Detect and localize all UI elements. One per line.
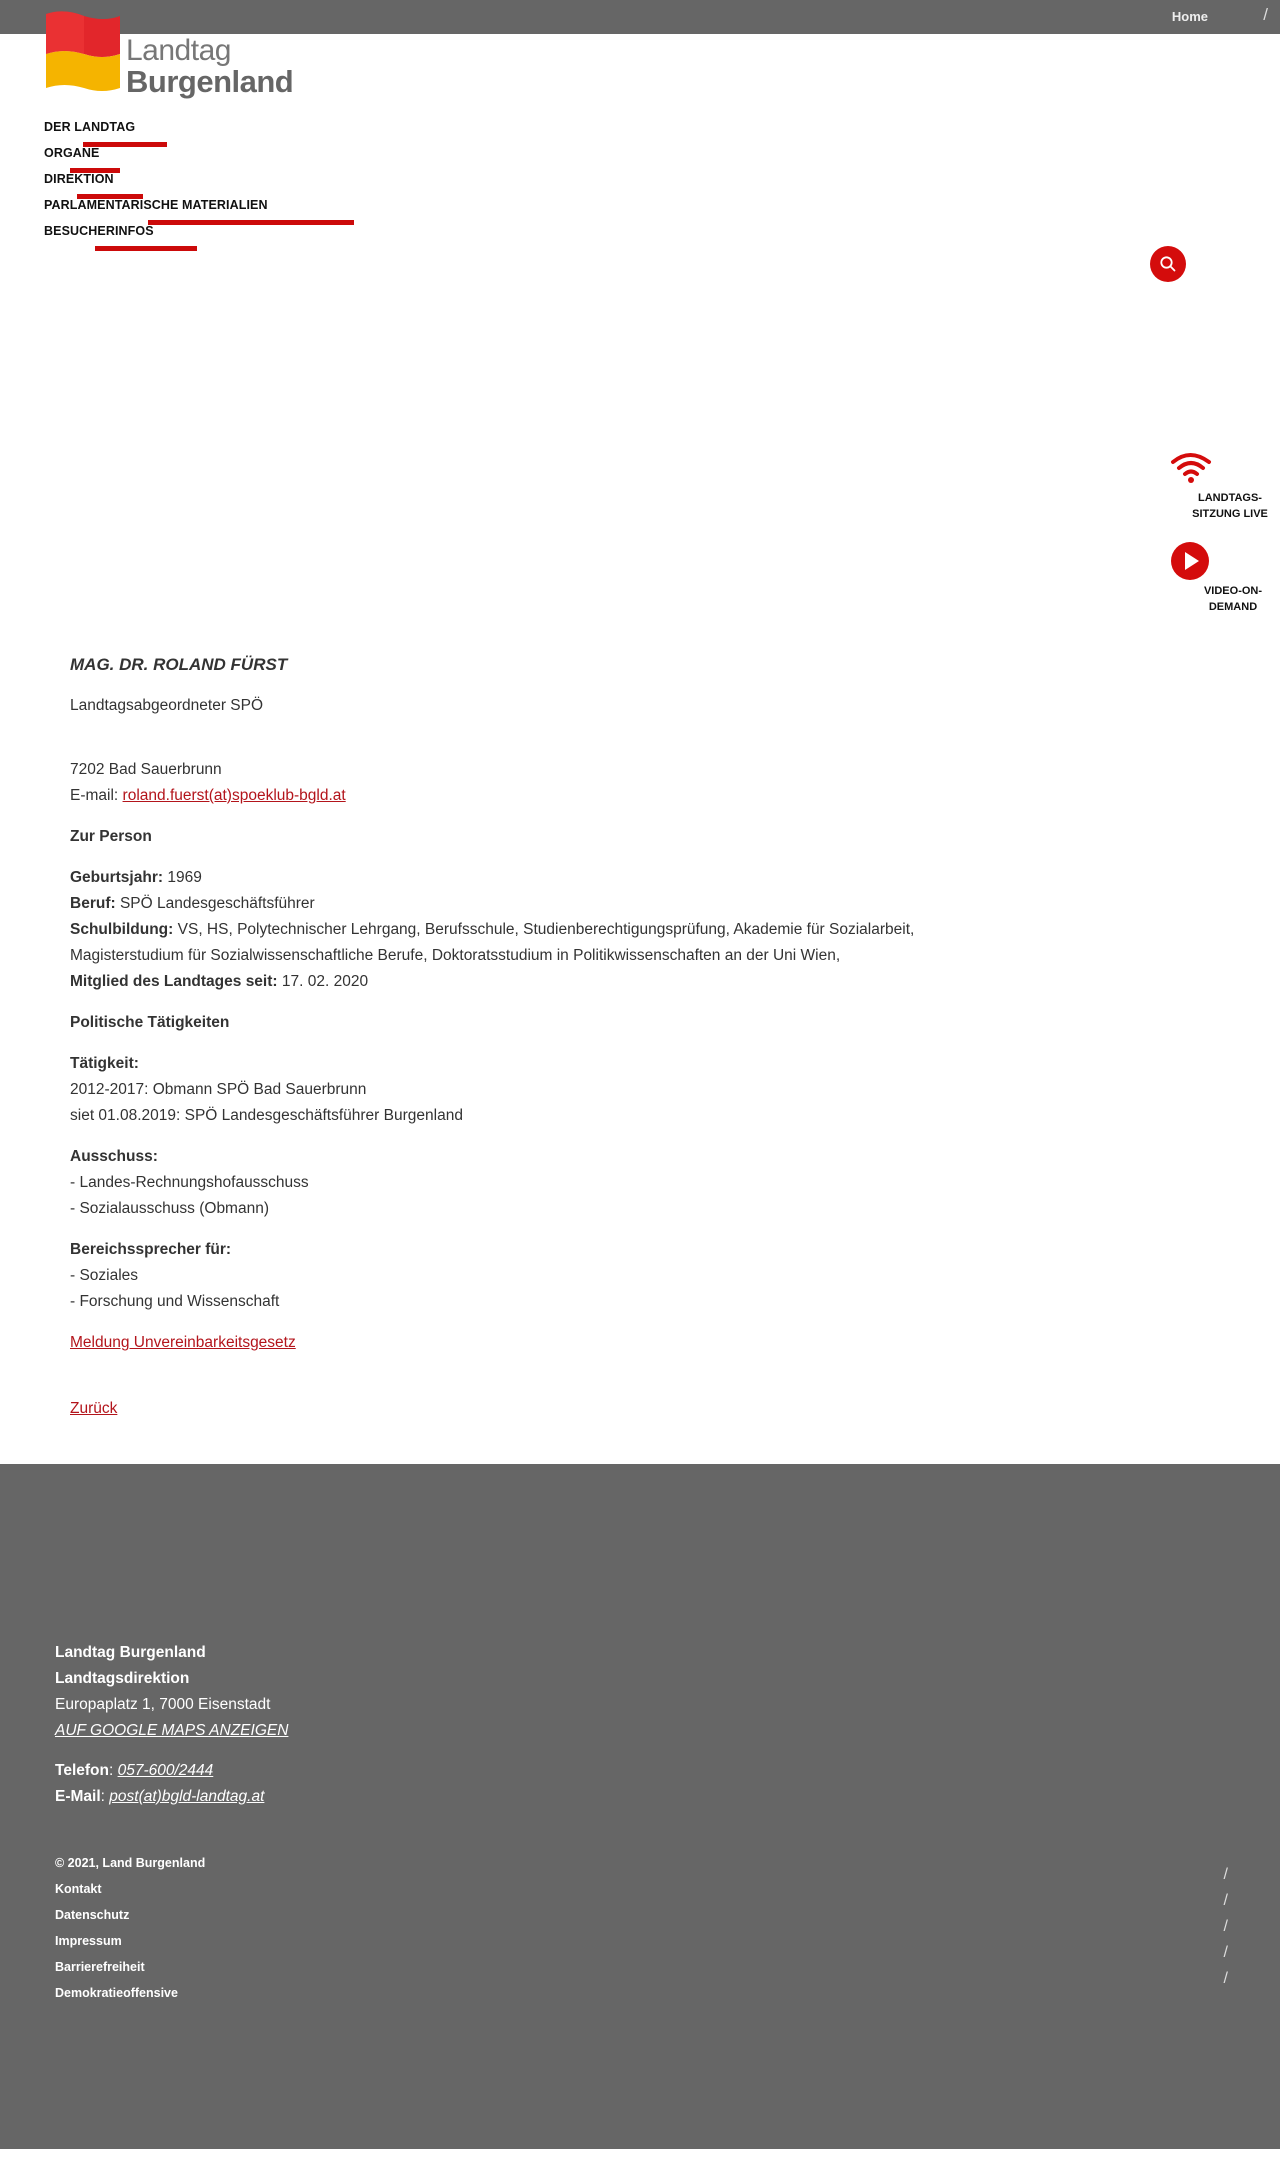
committee-item: - Sozialausschuss (Obmann) [70,1200,269,1217]
logo-text-burgenland: Burgenland [126,64,294,99]
section-zur-person: Zur Person [70,828,152,845]
copyright: © 2021, Land Burgenland [55,1856,206,1870]
spokesperson-item: - Soziales [70,1267,139,1284]
back-link[interactable]: Zurück [70,1400,118,1417]
play-icon [1170,541,1210,581]
spokesperson-item: - Forschung und Wissenschaft [70,1293,280,1310]
footer-separator: / [1223,1944,1228,1961]
footer-separators [1224,1862,1228,1992]
spokesperson-label: Bereichssprecher für: [70,1241,232,1258]
education-label: Schulbildung: [70,921,174,938]
committee-label: Ausschuss: [70,1148,158,1165]
member-since-value: 17. 02. 2020 [281,973,369,990]
footer-link-barrierefreiheit[interactable]: Barrierefreiheit [55,1960,145,1974]
nav-label: PARLAMENTARISCHE MATERIALIEN [44,198,268,212]
nav-item-besucherinfos[interactable] [44,224,268,250]
education-value-2: Magisterstudium für Sozialwissenschaftliche Berufe, Doktoratsstudium in Politikwissenschaften an der Uni Wien, [70,947,841,964]
job-label: Beruf: [70,895,116,912]
mail-link[interactable]: post(at)bgld-landtag.at [109,1788,265,1805]
logo[interactable] [44,10,294,100]
nav-label: BESUCHERINFOS [44,224,154,238]
footer-org-dept: Landtagsdirektion [55,1670,190,1687]
footer-contact: Landtag Burgenland Landtagsdirektion Europaplatz 1, 7000 Eisenstadt AUF GOOGLE MAPS ANZEIGEN Telefon: 057-600/2444 E-Mail: post(at)bgld-landtag.at [55,1644,289,1805]
nav-item-organe[interactable] [44,146,268,172]
section-politische-taetigkeiten: Politische Tätigkeiten [70,1014,230,1031]
search-button[interactable] [1150,246,1186,282]
profile-address: 7202 Bad Sauerbrunn [70,761,222,778]
flag-logo-icon [44,10,122,92]
nav-label: DIREKTION [44,172,114,186]
phone-link[interactable]: 057-600/2444 [117,1762,214,1779]
email-link[interactable]: roland.fuerst(at)spoeklub-bgld.at [122,787,346,804]
profile-role: Landtagsabgeordneter SPÖ [70,697,264,714]
logo-text-landtag: Landtag [126,34,231,67]
footer-separator: / [1223,1866,1228,1883]
profile-content [70,652,970,1437]
footer-link-kontakt[interactable]: Kontakt [55,1882,102,1896]
footer [0,1464,1280,2149]
footer-separator: / [1223,1918,1228,1935]
footer-separator: / [1223,1970,1228,1987]
mail-label: E-Mail [55,1788,101,1805]
live-label-1: LANDTAGS- [1198,492,1262,504]
nav-underline [95,246,197,251]
nav-label: ORGANE [44,146,100,160]
activity-item: siet 01.08.2019: SPÖ Landesgeschäftsführer Burgenland [70,1107,463,1124]
bottom-strip [0,2149,1280,2169]
incompatibility-report-link[interactable]: Meldung Unvereinbarkeitsgesetz [70,1334,296,1351]
phone-label: Telefon [55,1762,109,1779]
education-value-1: VS, HS, Polytechnischer Lehrgang, Berufsschule, Studienberechtigungsprüfung, Akademie für Sozialarbeit, [177,921,915,938]
video-on-demand-link[interactable] [1170,541,1280,615]
live-label-2: SITZUNG LIVE [1192,508,1268,520]
birth-value: 1969 [167,869,202,886]
footer-org-name: Landtag Burgenland [55,1644,206,1661]
footer-link-datenschutz[interactable]: Datenschutz [55,1908,130,1922]
nav-item-parlamentarische-materialien[interactable] [44,198,268,224]
wifi-icon [1170,450,1214,484]
footer-address: Europaplatz 1, 7000 Eisenstadt [55,1696,271,1713]
vod-label-2: DEMAND [1208,601,1258,613]
main-nav [44,120,268,250]
member-since-label: Mitglied des Landtages seit: [70,973,278,990]
footer-links [55,1850,205,2006]
vod-label-1: VIDEO-ON- [1203,585,1263,597]
topbar-separator: / [1263,5,1268,24]
home-link[interactable]: Home [1171,9,1208,24]
search-icon [1159,255,1177,273]
activity-label: Tätigkeit: [70,1055,139,1072]
footer-link-demokratieoffensive[interactable]: Demokratieoffensive [55,1986,178,2000]
profile-name: MAG. DR. ROLAND FÜRST [70,655,288,674]
committee-item: - Landes-Rechnungshofausschuss [70,1174,309,1191]
birth-label: Geburtsjahr: [70,869,164,886]
job-value: SPÖ Landesgeschäftsführer [119,895,315,912]
activity-item: 2012-2017: Obmann SPÖ Bad Sauerbrunn [70,1081,367,1098]
nav-label: DER LANDTAG [44,120,136,134]
email-label: E-mail: [70,787,119,804]
live-session-link[interactable] [1170,450,1280,522]
google-maps-link[interactable]: AUF GOOGLE MAPS ANZEIGEN [55,1722,289,1739]
footer-link-impressum[interactable]: Impressum [55,1934,122,1948]
nav-item-direktion[interactable] [44,172,268,198]
footer-separator: / [1223,1892,1228,1909]
nav-item-der-landtag[interactable] [44,120,268,146]
